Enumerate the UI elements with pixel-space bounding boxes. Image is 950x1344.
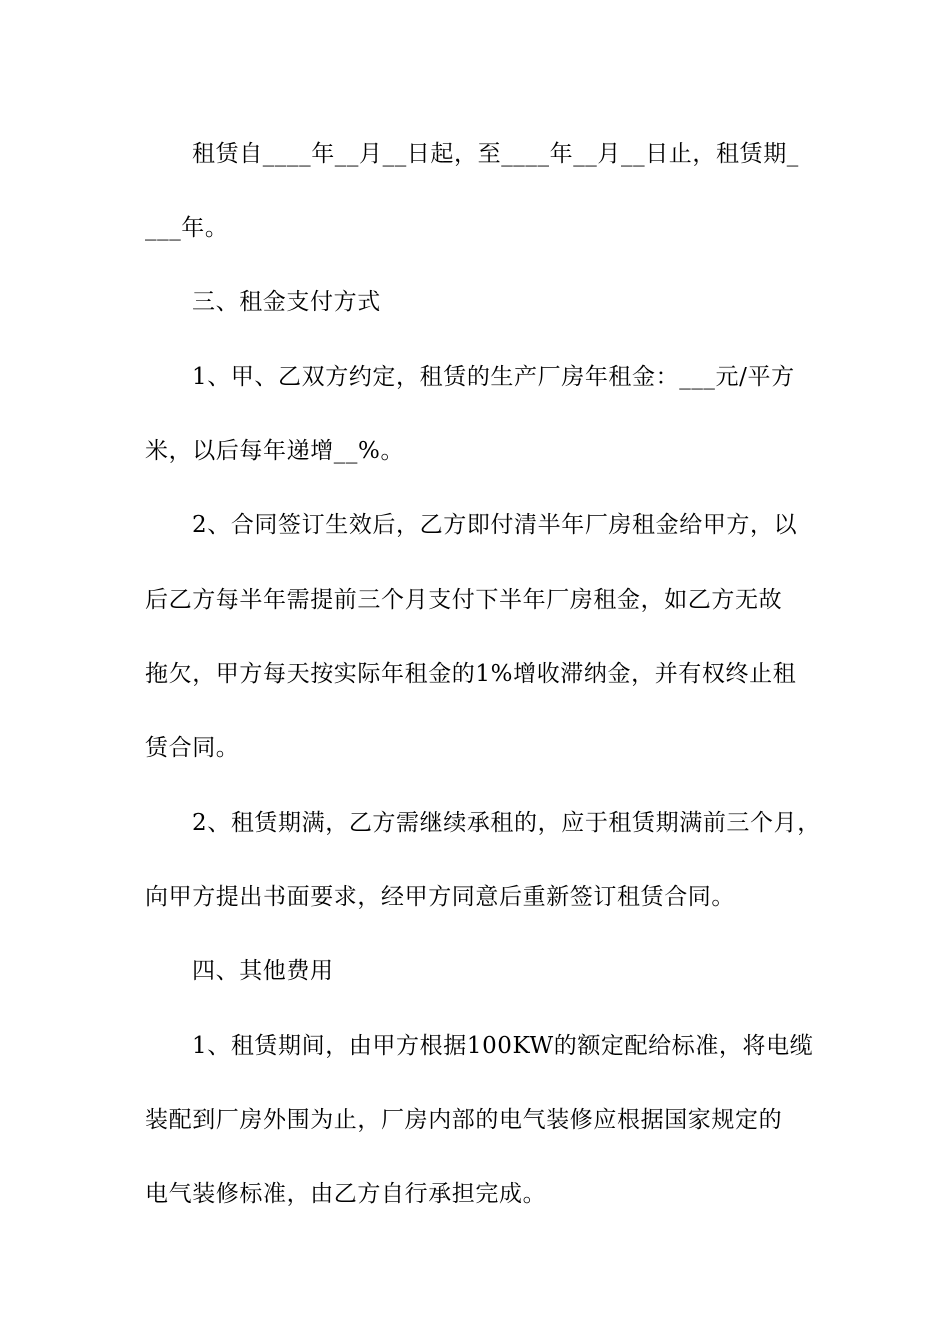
- clause-2-continuation-3: 赁合同。: [145, 735, 240, 761]
- section-heading-other-fees: 四、其他费用: [192, 958, 334, 984]
- clause-1-line: 1、甲、乙双方约定，租赁的生产厂房年租金：___元/平方: [192, 364, 795, 390]
- clause-2-line: 2、合同签订生效后，乙方即付清半年厂房租金给甲方，以: [192, 512, 798, 538]
- lease-term-line: 租赁自____年__月__日起，至____年__月__日止，租赁期_: [192, 141, 799, 167]
- clause-renewal-line: 2、租赁期满，乙方需继续承租的，应于租赁期满前三个月，: [192, 810, 821, 836]
- section-heading-rent-payment: 三、租金支付方式: [192, 289, 381, 315]
- clause-renewal-continuation: 向甲方提出书面要求，经甲方同意后重新签订租赁合同。: [145, 884, 735, 910]
- clause-2-continuation-2: 拖欠，甲方每天按实际年租金的1%增收滞纳金，并有权终止租: [145, 661, 797, 687]
- clause-1-continuation: 米，以后每年递增__%。: [145, 438, 405, 464]
- fees-clause-1-continuation-1: 装配到厂房外围为止，厂房内部的电气装修应根据国家规定的: [145, 1107, 783, 1133]
- lease-term-continuation: ___年。: [145, 215, 229, 241]
- clause-2-continuation-1: 后乙方每半年需提前三个月支付下半年厂房租金，如乙方无故: [145, 587, 783, 613]
- fees-clause-1-continuation-2: 电气装修标准，由乙方自行承担完成。: [145, 1181, 547, 1207]
- fees-clause-1-line: 1、租赁期间，由甲方根据100KW的额定配给标准，将电缆: [192, 1033, 814, 1059]
